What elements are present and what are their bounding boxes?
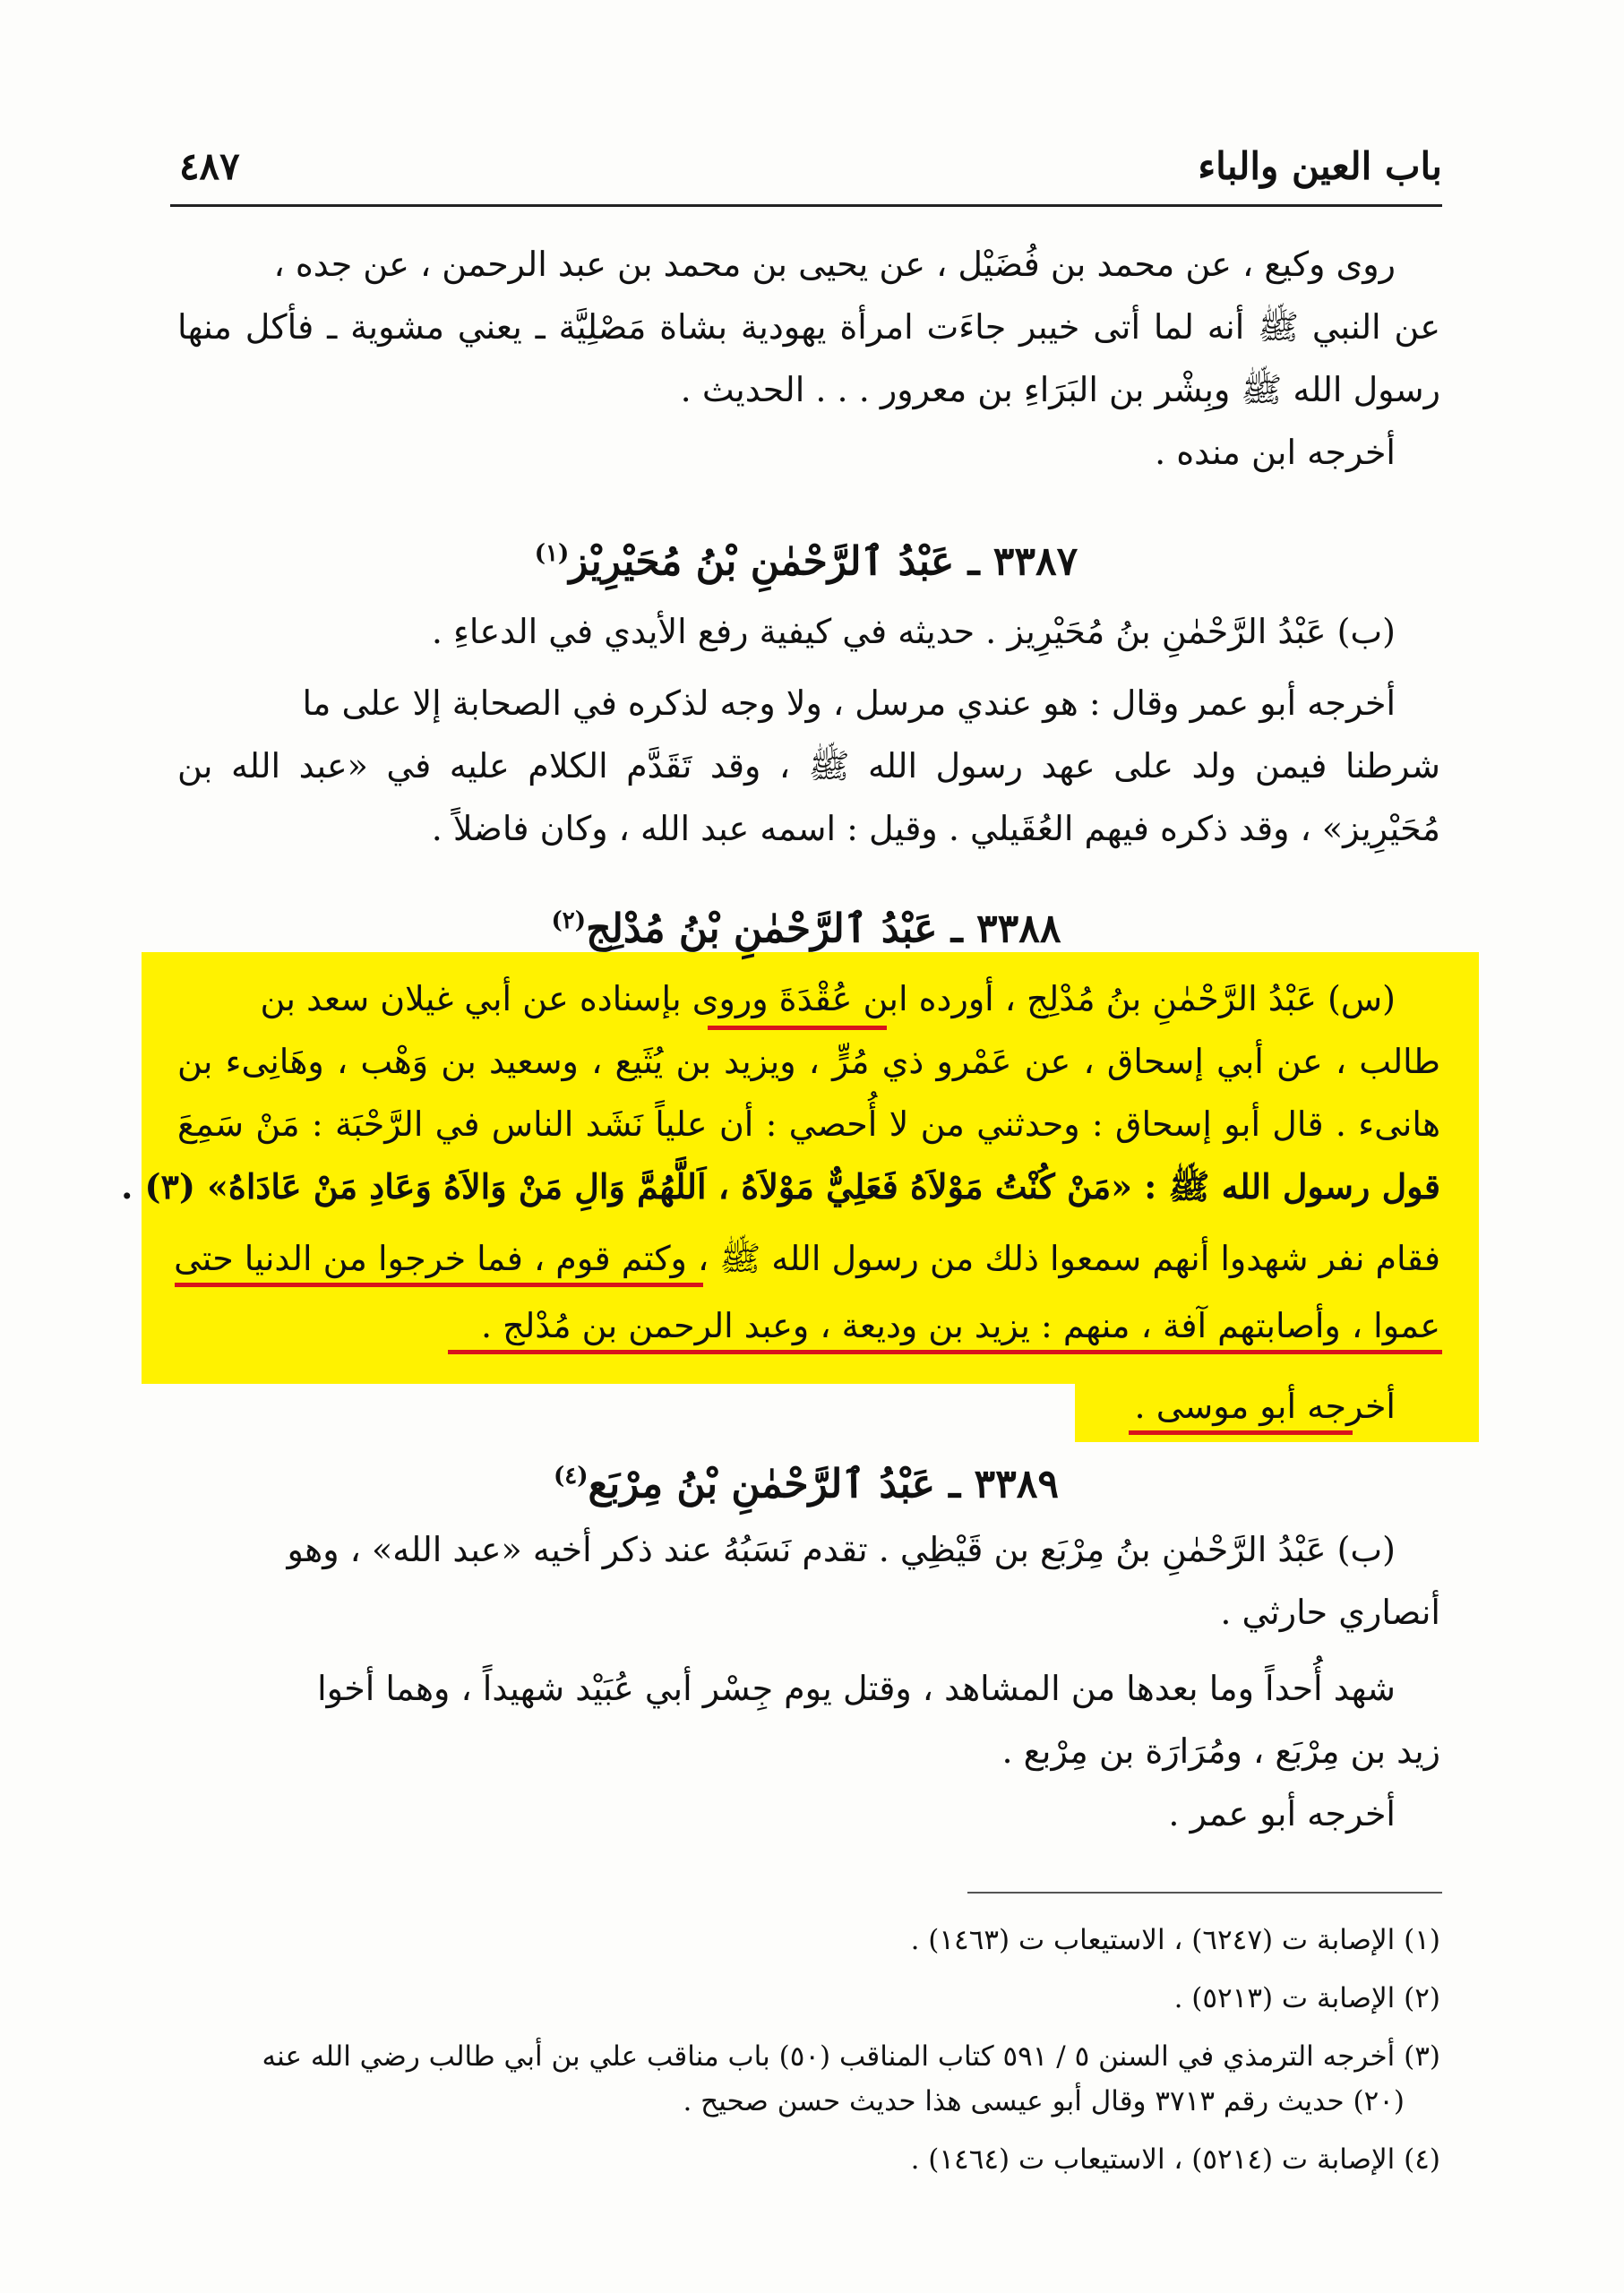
text-line: أخرجه أبو عمر وقال : هو عندي مرسل ، ولا وجه لذكره في الصحابة إلا على ما [302, 683, 1396, 723]
page-header [170, 139, 1442, 202]
text-line: عن النبي ﷺ أنه لما أتى خيبر جاءَت امرأة يهودية بشاة مَصْلِيَّة ـ يعني مشوية ـ فأكل منها [177, 307, 1440, 347]
text-line: زيد بن مِرْبَع ، ومُرَارَة بن مِرْبع . [1001, 1731, 1440, 1771]
text-line: (س) عَبْدُ الرَّحْمٰنِ بنُ مُدْلِج ، أورده ابن عُقْدَةَ وروى بإسناده عن أبي غيلان سعد بن [260, 979, 1396, 1018]
entry-title [170, 896, 1442, 955]
footnote: (٢) الإصابة ت (٥٢١٣) . [1173, 1982, 1440, 2014]
text-line: هانىء . قال أبو إسحاق : وحدثني من لا أُحصي : أن علياً نَشَد الناس في الرَّحْبَة : مَنْ سَمِعَ [177, 1104, 1440, 1144]
text-line: أنصاري حارثي . [1220, 1593, 1440, 1632]
text-line: روى وكيع ، عن محمد بن فُضَيْل ، عن يحيى بن محمد بن عبد الرحمن ، عن جده ، [273, 245, 1396, 284]
footnote-ref: (١) [534, 540, 570, 567]
text-line: شهد أُحداً وما بعدها من المشاهد ، وقتل يوم جِسْر أبي عُبَيْد شهيداً ، وهما أخوا [317, 1669, 1396, 1708]
footnote-divider [967, 1892, 1442, 1894]
entry-title-text: ٣٣٨٨ ـ عَبْدُ ٱلرَّحْمٰنِ بْنُ مُدْلِج [586, 906, 1061, 952]
page-number: ٤٨٧ [179, 144, 240, 188]
text-line: فقام نفر شهدوا أنهم سمعوا ذلك من رسول الله ﷺ ، وكتم قوم ، فما خرجوا من الدنيا حتى [174, 1239, 1440, 1278]
underline-mark [175, 1283, 703, 1287]
footnote-ref: (٤) [553, 1463, 589, 1490]
header-divider [170, 204, 1442, 207]
text-line: عموا ، وأصابتهم آفة ، منهم : يزيد بن وديعة ، وعبد الرحمن بن مُدْلج . [481, 1306, 1440, 1345]
entry-title-text: ٣٣٨٩ ـ عَبْدُ ٱلرَّحْمٰنِ بْنُ مِرْبَع [588, 1461, 1060, 1507]
footnote-ref: (٢) [551, 907, 587, 934]
underline-mark [1129, 1430, 1353, 1435]
footnote: (٢٠) حديث رقم ٣٧١٣ وقال أبو عيسى هذا حديث حسن صحيح . [683, 2085, 1405, 2117]
text-line: مُحَيْرِيز» ، وقد ذكره فيهم العُقَيلي . وقيل : اسمه عبد الله ، وكان فاضلاً . [431, 809, 1440, 848]
text-line: شرطنا فيمن ولد على عهد رسول الله ﷺ ، وقد تَقَدَّم الكلام عليه في «عبد الله بن [177, 746, 1440, 786]
text-line: قول رسول الله ﷺ : «مَنْ كُنْتُ مَوْلاَهُ فَعَلِيٌّ مَوْلاَهُ ، اَللَّهُمَّ وَالِ مَنْ وَالاَهُ وَعَادِ مَنْ عَادَاهُ» (٣) . [121, 1166, 1440, 1207]
text-line: أخرجه أبو موسى . [1134, 1387, 1396, 1426]
underline-mark [448, 1350, 1442, 1354]
footnote: (٣) أخرجه الترمذي في السنن ٥ / ٥٩١ كتاب المناقب (٥٠) باب مناقب علي بن أبي طالب رضي الله عنه [262, 2040, 1440, 2073]
text-line: أخرجه أبو عمر . [1168, 1794, 1396, 1834]
entry-title-text: ٣٣٨٧ ـ عَبْدُ ٱلرَّحْمٰنِ بْنُ مُحَيْرِيْز [569, 538, 1078, 585]
text-line: (ب) عَبْدُ الرَّحْمٰنِ بنُ مِرْبَع بن قَيْظِي . تقدم نَسَبُهُ عند ذكر أخيه «عبد الله» ، وهو [287, 1530, 1396, 1569]
footnote: (٤) الإصابة ت (٥٢١٤) ، الاستيعاب ت (١٤٦٤) . [910, 2143, 1440, 2176]
entry-title [170, 1451, 1442, 1510]
text-line: طالب ، عن أبي إسحاق ، عن عَمْرو ذي مُرٍّ ، ويزيد بن يُثَيع ، وسعيد بن وَهْب ، وهَانِىء بن [177, 1042, 1440, 1081]
text-line: رسول الله ﷺ وبِشْر بن البَرَاءِ بن معرور . . . الحديث . [680, 370, 1440, 409]
footnote: (١) الإصابة ت (٦٢٤٧) ، الاستيعاب ت (١٤٦٣) . [910, 1924, 1440, 1956]
entry-title [170, 528, 1442, 588]
chapter-title: باب العين والباء [1198, 144, 1442, 188]
text-line: أخرجه ابن منده . [1155, 433, 1396, 472]
text-line: (ب) عَبْدُ الرَّحْمٰنِ بنُ مُحَيْرِيز . حديثه في كيفية رفع الأيدي في الدعاءِ . [431, 612, 1396, 651]
underline-mark [708, 1026, 887, 1030]
